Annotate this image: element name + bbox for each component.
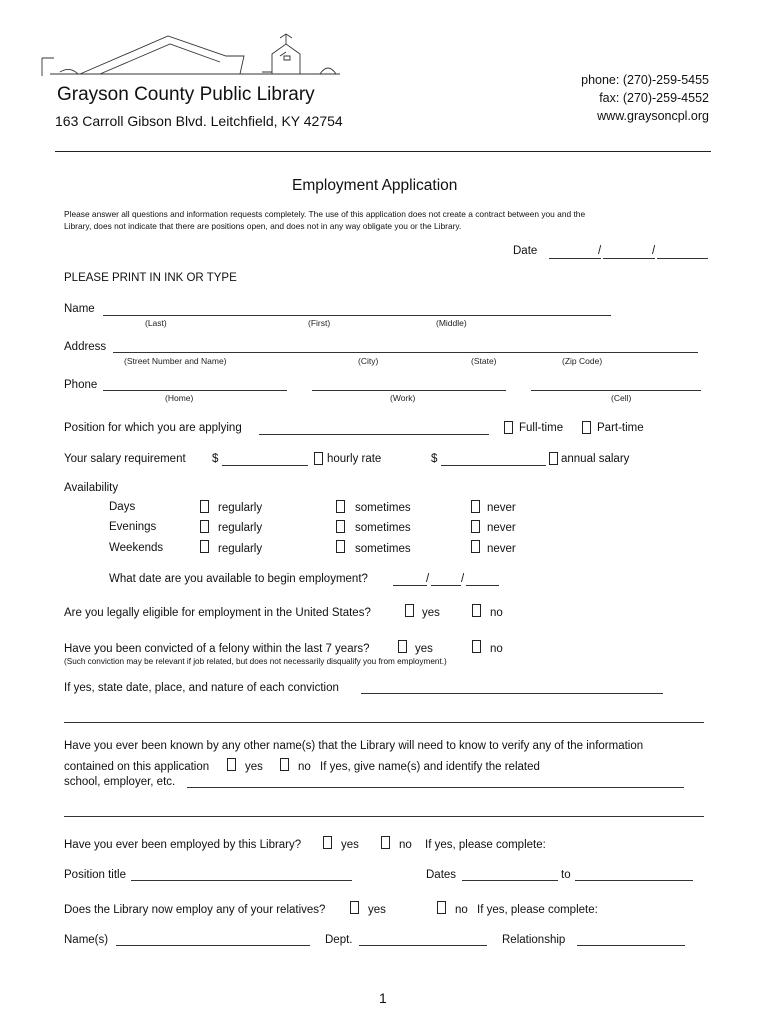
annual-salary-label: annual salary xyxy=(561,453,630,465)
hourly-rate-field[interactable] xyxy=(222,465,308,466)
felony-no-label: no xyxy=(490,643,503,655)
intro-line-2: Library, does not indicate that there are positions open, and does not in any way obligate you or the Library. xyxy=(64,221,462,231)
other-names-line-3: school, employer, etc. xyxy=(64,776,176,788)
date-day-field[interactable] xyxy=(603,258,655,259)
other-names-yes-checkbox[interactable] xyxy=(227,758,236,771)
relatives-no-checkbox[interactable] xyxy=(437,901,446,914)
eligible-yes-label: yes xyxy=(422,607,440,619)
address-sub-state: (State) xyxy=(471,356,497,366)
relative-relationship-label: Relationship xyxy=(502,934,566,946)
date-year-field[interactable] xyxy=(657,258,708,259)
relative-names-field[interactable] xyxy=(116,945,310,946)
name-sub-first: (First) xyxy=(308,318,331,328)
annual-salary-checkbox[interactable] xyxy=(549,452,558,465)
name-label: Name xyxy=(64,303,95,315)
days-regularly-label: regularly xyxy=(218,502,263,514)
position-title-label: Position title xyxy=(64,869,127,881)
begin-slash: / xyxy=(426,573,430,585)
relative-dept-field[interactable] xyxy=(359,945,487,946)
felony-yes-label: yes xyxy=(415,643,433,655)
part-time-label: Part-time xyxy=(597,422,644,434)
eligible-no-checkbox[interactable] xyxy=(472,604,481,617)
date-slash: / xyxy=(598,245,602,257)
eligible-label: Are you legally eligible for employment in the United States? xyxy=(64,607,371,619)
name-sub-last: (Last) xyxy=(145,318,167,328)
weekends-regularly-label: regularly xyxy=(218,543,263,555)
evenings-regularly-checkbox[interactable] xyxy=(200,520,209,533)
name-sub-middle: (Middle) xyxy=(436,318,467,328)
evenings-sometimes-label: sometimes xyxy=(355,522,411,534)
days-sometimes-label: sometimes xyxy=(355,502,411,514)
phone-sub-cell: (Cell) xyxy=(611,393,632,403)
phone-work-field[interactable] xyxy=(312,390,506,391)
employed-no-label: no xyxy=(399,839,412,851)
employed-label: Have you ever been employed by this Library? xyxy=(64,839,302,851)
evenings-sometimes-checkbox[interactable] xyxy=(336,520,345,533)
org-phone: phone: (270)-259-5455 xyxy=(581,73,709,87)
felony-label: Have you been convicted of a felony within the last 7 years? xyxy=(64,643,370,655)
relatives-if-yes: If yes, please complete: xyxy=(477,904,598,916)
part-time-checkbox[interactable] xyxy=(582,421,591,434)
begin-year-field[interactable] xyxy=(466,585,499,586)
form-title: Employment Application xyxy=(292,177,458,194)
date-slash: / xyxy=(652,245,656,257)
relative-names-label: Name(s) xyxy=(64,934,109,946)
other-names-no-label: no xyxy=(298,761,311,773)
weekends-sometimes-label: sometimes xyxy=(355,543,411,555)
full-time-label: Full-time xyxy=(519,422,564,434)
other-names-yes-label: yes xyxy=(245,761,263,773)
felony-note: (Such conviction may be relevant if job related, but does not necessarily disqualify you from employment.) xyxy=(64,657,447,666)
availability-days-label: Days xyxy=(109,501,136,513)
annual-salary-field[interactable] xyxy=(441,465,546,466)
address-sub-street: (Street Number and Name) xyxy=(124,356,227,366)
conviction-field-line-2[interactable] xyxy=(64,722,704,723)
other-names-tail: If yes, give name(s) and identify the related xyxy=(320,761,540,773)
weekends-never-label: never xyxy=(487,543,516,555)
library-logo xyxy=(40,32,370,82)
hourly-dollar: $ xyxy=(212,453,219,465)
annual-dollar: $ xyxy=(431,453,438,465)
evenings-regularly-label: regularly xyxy=(218,522,263,534)
relatives-label: Does the Library now employ any of your relatives? xyxy=(64,904,326,916)
employed-yes-checkbox[interactable] xyxy=(323,836,332,849)
employed-if-yes: If yes, please complete: xyxy=(425,839,546,851)
hourly-rate-checkbox[interactable] xyxy=(314,452,323,465)
address-label: Address xyxy=(64,341,107,353)
relatives-no-label: no xyxy=(455,904,468,916)
days-sometimes-checkbox[interactable] xyxy=(336,500,345,513)
dates-to-label: to xyxy=(561,869,571,881)
phone-sub-home: (Home) xyxy=(165,393,194,403)
eligible-yes-checkbox[interactable] xyxy=(405,604,414,617)
felony-no-checkbox[interactable] xyxy=(472,640,481,653)
conviction-label: If yes, state date, place, and nature of each conviction xyxy=(64,682,339,694)
dates-from-field[interactable] xyxy=(462,880,558,881)
relatives-yes-label: yes xyxy=(368,904,386,916)
employed-yes-label: yes xyxy=(341,839,359,851)
position-field[interactable] xyxy=(259,434,489,435)
date-label: Date xyxy=(513,245,538,257)
phone-sub-work: (Work) xyxy=(390,393,416,403)
page-number: 1 xyxy=(379,990,387,1006)
availability-label: Availability xyxy=(64,482,119,494)
relatives-yes-checkbox[interactable] xyxy=(350,901,359,914)
org-address: 163 Carroll Gibson Blvd. Leitchfield, KY 42754 xyxy=(55,113,343,129)
weekends-sometimes-checkbox[interactable] xyxy=(336,540,345,553)
other-names-no-checkbox[interactable] xyxy=(280,758,289,771)
dates-label: Dates xyxy=(426,869,457,881)
dates-to-field[interactable] xyxy=(575,880,693,881)
other-names-field[interactable] xyxy=(187,787,684,788)
felony-yes-checkbox[interactable] xyxy=(398,640,407,653)
position-label: Position for which you are applying xyxy=(64,422,242,434)
availability-evenings-label: Evenings xyxy=(109,521,157,533)
eligible-no-label: no xyxy=(490,607,503,619)
days-never-label: never xyxy=(487,502,516,514)
address-sub-zip: (Zip Code) xyxy=(562,356,603,366)
other-names-field-line-2[interactable] xyxy=(64,816,704,817)
relative-relationship-field[interactable] xyxy=(577,945,685,946)
intro-line-1: Please answer all questions and information requests completely. The use of this application does not create a contract between you and the xyxy=(64,209,586,219)
position-title-field[interactable] xyxy=(131,880,352,881)
salary-label: Your salary requirement xyxy=(64,453,186,465)
begin-day-field[interactable] xyxy=(431,585,461,586)
days-never-checkbox[interactable] xyxy=(471,500,480,513)
name-field[interactable] xyxy=(103,315,611,316)
weekends-never-checkbox[interactable] xyxy=(471,540,480,553)
days-regularly-checkbox[interactable] xyxy=(200,500,209,513)
availability-weekends-label: Weekends xyxy=(109,542,164,554)
relative-dept-label: Dept. xyxy=(325,934,353,946)
full-time-checkbox[interactable] xyxy=(504,421,513,434)
other-names-line-1: Have you ever been known by any other name(s) that the Library will need to know to verify any of the information xyxy=(64,740,644,752)
phone-label: Phone xyxy=(64,379,98,391)
address-field[interactable] xyxy=(113,352,698,353)
org-fax: fax: (270)-259-4552 xyxy=(599,91,709,105)
hourly-rate-label: hourly rate xyxy=(327,453,382,465)
date-month-field[interactable] xyxy=(549,258,601,259)
other-names-line-2: contained on this application xyxy=(64,761,210,773)
org-name: Grayson County Public Library xyxy=(57,84,315,105)
begin-slash: / xyxy=(461,573,465,585)
evenings-never-label: never xyxy=(487,522,516,534)
phone-cell-field[interactable] xyxy=(531,390,701,391)
address-sub-city: (City) xyxy=(358,356,379,366)
phone-home-field[interactable] xyxy=(103,390,287,391)
begin-date-label: What date are you available to begin employment? xyxy=(109,573,368,585)
employed-no-checkbox[interactable] xyxy=(381,836,390,849)
weekends-regularly-checkbox[interactable] xyxy=(200,540,209,553)
print-instruction: PLEASE PRINT IN INK OR TYPE xyxy=(64,272,237,284)
evenings-never-checkbox[interactable] xyxy=(471,520,480,533)
org-website[interactable]: www.graysoncpl.org xyxy=(597,109,709,123)
conviction-field[interactable] xyxy=(361,693,663,694)
begin-month-field[interactable] xyxy=(393,585,427,586)
header-divider xyxy=(55,151,711,152)
